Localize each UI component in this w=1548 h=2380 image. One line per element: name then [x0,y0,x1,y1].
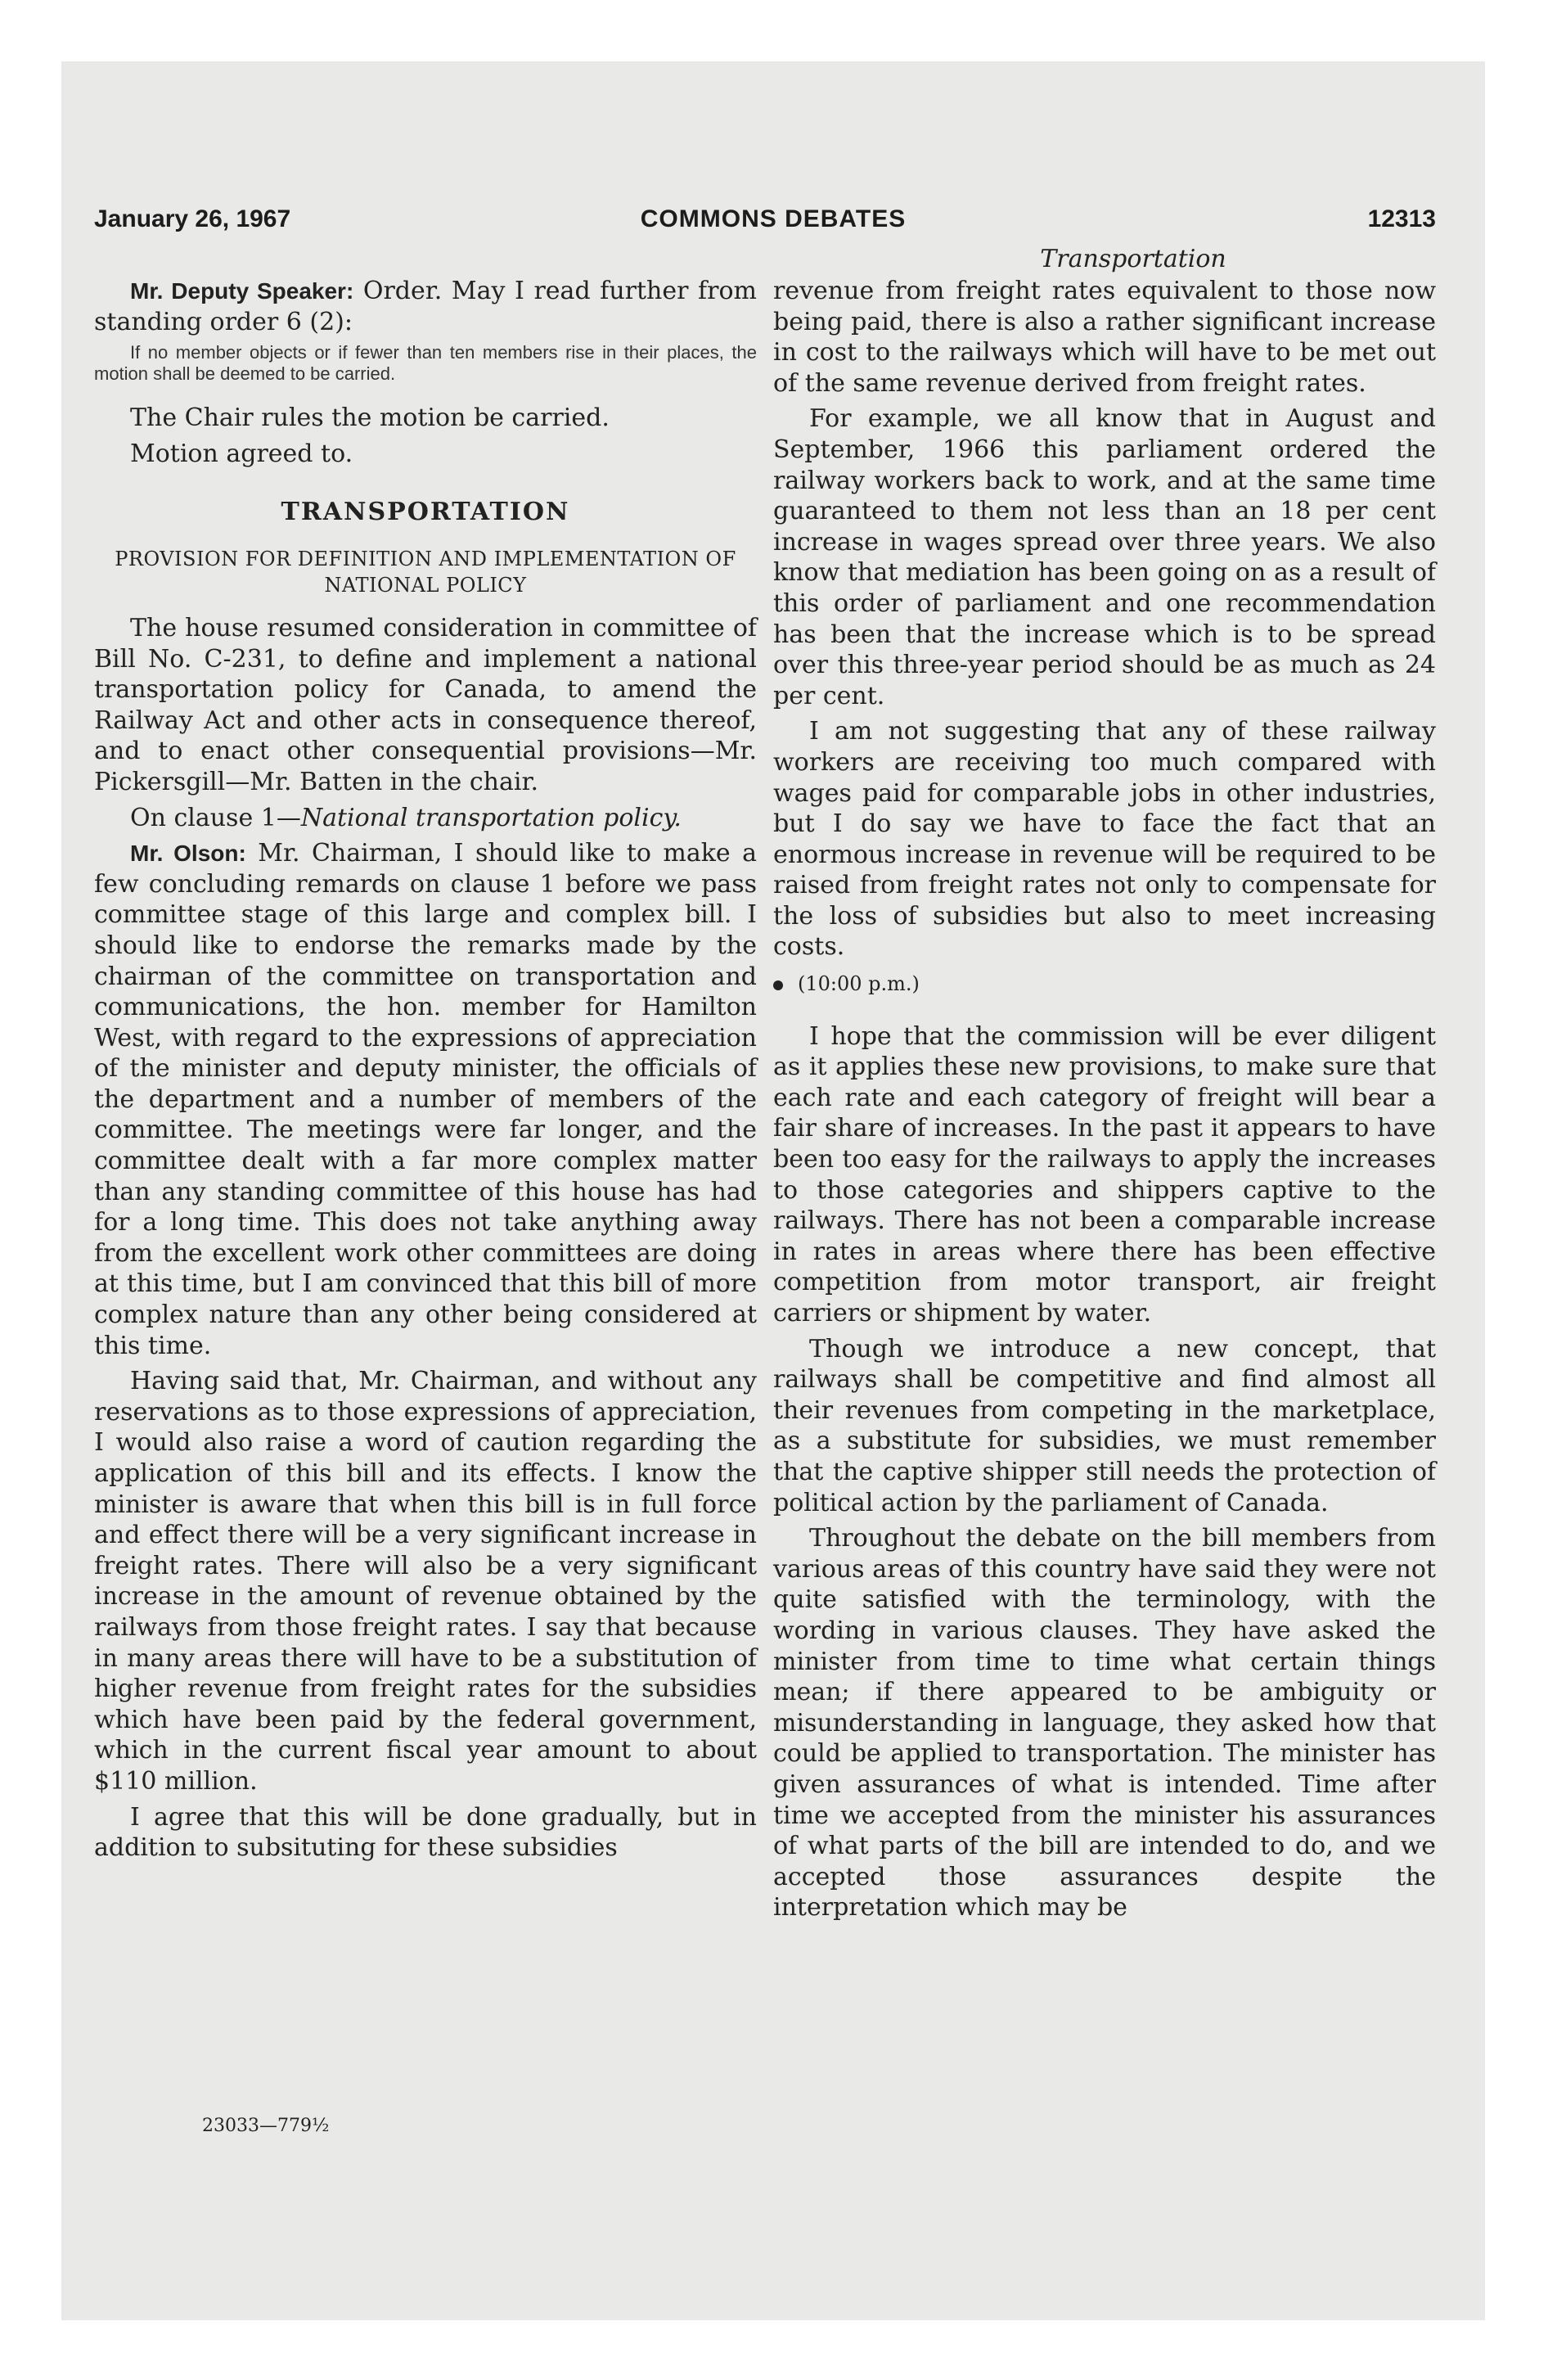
paragraph-revenue: revenue from freight rates equivalent to those now being paid, there is also a rather significant increase in cost to the railways which will have to be met out of the same revenue derived from freight rates. [773,277,1436,398]
section-subheading: PROVISION FOR DEFINITION AND IMPLEMENTATION OF NATIONAL POLICY [115,547,736,597]
paragraph-new-concept: Though we introduce a new concept, that railways shall be competitive and find almost all their revenues from competing in the marketplace, as a substitute for subsidies, we must remember that the captive shipper still needs the protection of political action by the parliament of Canada. [773,1334,1436,1517]
header-date: January 26, 1967 [94,205,291,232]
header-page-number: 12313 [1367,205,1436,232]
speaker-name: Mr. Deputy Speaker: [130,278,354,304]
paragraph-commission: I hope that the commission will be ever diligent as it applies these new provisions, to make sure that each rate and each category of freight will bear a fair share of increases. In the past it appears to have been too easy for the railways to apply the increases to those categories and shippers captive to the railways. There has not been a comparable increase in rates in areas where there has been effective competition from motor transport, air freight carriers or shipment by water. [773,1021,1436,1327]
paragraph-having-said: Having said that, Mr. Chairman, and without any reservations as to those expressions of appreciation, I would also raise a word of caution regarding the application of this bill and its effects. I know the minister is aware that when this bill is in full force and effect there will be a very significant increase in freight rates. There will also be a very significant increase in the amount of revenue obtained by the railways from those freight rates. I say that because in many areas there will have to be a substitution of higher revenue from freight rates for the subsidies which have been paid by the federal government, which in the current fiscal year amount to about $110 million. [94,1367,757,1796]
paragraph-deputy-speaker [94,276,757,337]
standing-order-quote: If no member objects or if fewer than ten members rise in their places, the motion shall be deemed to be carried. [94,342,757,385]
paragraph-not-suggesting: I am not suggesting that any of these railway workers are receiving too much compared with wages paid for comparable jobs in other industries, but I do say we have to face the fact that an enormous increase in revenue will be required to be raised from freight rates not only to compensate for the loss of subsidies but also to meet increasing costs. [773,717,1436,962]
clause-prefix: On clause 1— [130,803,301,832]
paragraph-i-agree: I agree that this will be done gradually, but in addition to subsituting for these subsidies [94,1802,757,1863]
paragraph-on-clause [94,803,757,834]
time-marker-text: (10:00 p.m.) [798,972,920,996]
paragraph-text: Order. May I read further from standing order 6 (2): [94,277,757,336]
paragraph-house-resumed: The house resumed consideration in committee of Bill No. C-231, to define and implement a national transportation policy for Canada, to amend the Railway Act and other acts in consequence thereof, and to enact other consequential provisions—Mr. Pickersgill—Mr. Batten in the chair. [94,613,757,796]
page-header [61,205,1485,238]
page-sheet [61,61,1485,2320]
paragraph-olson [94,838,757,1361]
clause-title: National transportation policy. [300,803,682,832]
paragraph-throughout-debate: Throughout the debate on the bill members from various areas of this country have said they were not quite satisfied with the terminology, with the wording in various clauses. They have asked the minister from time to time what certain things mean; if there appeared to be ambiguity or misunderstanding in language, they asked how that could be applied to transportation. The minister has given assurances of what is intended. Time after time we accepted from the minister his assurances of what parts of the bill are intended to do, and we accepted those assurances despite the interpretation which may be [773,1524,1436,1922]
paragraph-motion-agreed: Motion agreed to. [130,439,353,468]
bullet-icon [773,980,783,990]
speaker-name: Mr. Olson: [130,841,246,867]
paragraph-chair-rules: The Chair rules the motion be carried. [130,403,610,433]
page-footnote: 23033—779½ [202,2116,330,2136]
left-column [94,276,757,1868]
header-publication: COMMONS DEBATES [640,205,907,232]
right-column [773,276,1436,1928]
paragraph-for-example: For example, we all know that in August and September, 1966 this parliament ordered the railway workers back to work, and at the same time guaranteed to them not less than an 18 per cent increase in wages spread over three years. We also know that mediation has been going on as a result of this order of parliament and one recommendation has been that the increase which is to be spread over this three-year period should be as much as 24 per cent. [773,404,1436,710]
paragraph-text: Mr. Chairman, I should like to make a few concluding remards on clause 1 before we pass committee stage of this large and complex bill. I should like to endorse the remarks made by the chairman of the committee on transportation and communications, the hon. member for Hamilton West, with regard to the expressions of appreciation of the minister and deputy minister, the officials of the department and a number of members of the committee. The meetings were far longer, and the committee dealt with a far more complex matter than any standing committee of this house has had for a long time. This does not take anything away from the excellent work other committees are doing at this time, but I am convinced that this bill of more complex nature than any other being considered at this time. [94,839,757,1360]
section-heading: TRANSPORTATION [281,498,570,527]
time-marker [773,969,1436,1000]
section-label: Transportation [1040,245,1226,273]
